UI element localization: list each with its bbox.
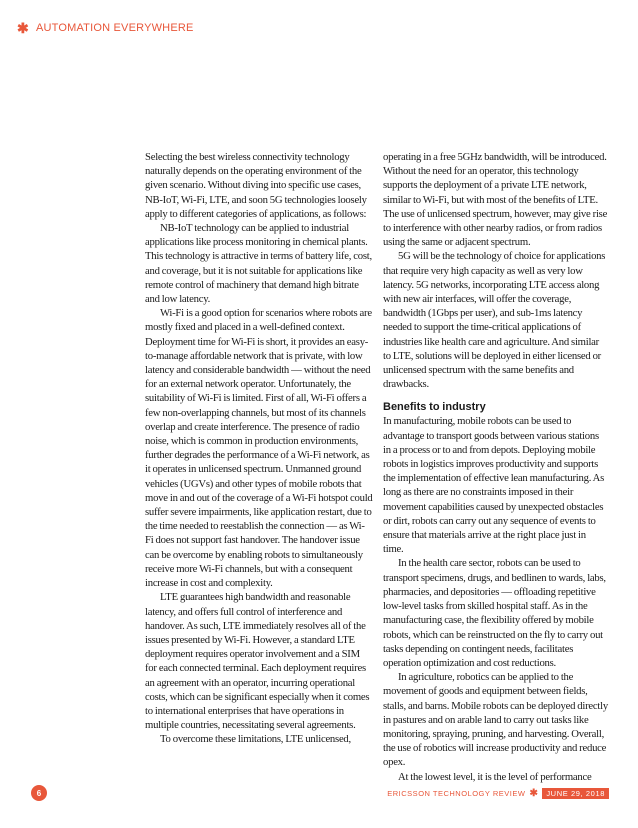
asterisk-icon: ✱ bbox=[17, 20, 29, 36]
article-column-left bbox=[145, 150, 373, 747]
asterisk-icon: ✱ bbox=[529, 787, 539, 799]
publication-name: ERICSSON TECHNOLOGY REVIEW bbox=[387, 788, 526, 798]
section-title: AUTOMATION EVERYWHERE bbox=[35, 22, 194, 34]
paragraph: operating in a free 5GHz bandwidth, will be introduced. Without the need for an operator, this technology supports the deployment of a private LTE network, similar to Wi-Fi, but with most of the benefits of LTE. The use of unlicensed spectrum, however, may give rise to interference with other nearby radios, or from radios using the same or adjacent spectrum. bbox=[383, 151, 608, 249]
footer-info bbox=[387, 787, 609, 799]
paragraph: At the lowest level, it is the level of performance bbox=[398, 770, 592, 783]
paragraph: To overcome these limitations, LTE unlicensed, bbox=[160, 733, 351, 746]
paragraph: Selecting the best wireless connectivity technology naturally depends on the operating environment of the given scenario. Without diving into specific use cases, NB-IoT, Wi-Fi, LTE, and soon 5G technologies loosely apply to different categories of applications, as follows: bbox=[145, 151, 367, 220]
page-number: 6 bbox=[31, 785, 47, 801]
paragraph: Wi-Fi is a good option for scenarios where robots are mostly fixed and placed in a well-defined context. Deployment time for Wi-Fi is short, it provides an easy-to-manage affordable network that is private, with low latency and considerable bandwidth — without the need for an external network operator. Unfortunately, the suitability of Wi-Fi is limited. First of all, Wi-Fi offers a few non-overlapping channels, but most of its channels overlap and create interference. The presence of radio noise, which is common in production environments, further degrades the performance of a Wi-Fi network, as it operates in unlicensed spectrum. Unmanned ground vehicles (UGVs) and other types of mobile robots that move in and out of the coverage of a Wi-Fi hotspot could suffer severe impairments, like application restart, due to the time needed to reestablish the connection — as Wi-Fi does not support fast handover. The handover issue can be overcome by enabling robots to simultaneously receive more Wi-Fi channels, but with a consequent increase in cost and complexity. bbox=[145, 307, 373, 590]
paragraph: In manufacturing, mobile robots can be used to advantage to transport goods between various stations in a process or to and from depots. Deploying mobile robots in logistics improves productivity and supports the implementation of effective lean manufacturing. As long as there are no constraints imposed in their movement capabilities caused by unexpected obstacles or dirt, robots can carry out any sequence of events to ensure that materials arrive at the right place just in time. bbox=[383, 415, 605, 556]
paragraph: 5G will be the technology of choice for applications that require very high capacity as well as very low latency. 5G networks, incorporating LTE access along with new air interfaces, will offer the coverage, bandwidth (1Gbps per user), and sub-1ms latency needed to support the time-critical applications of industries like health care and agriculture. And similar to LTE, solutions will be deployed in either licensed or unlicensed spectrum with the same benefits and drawbacks. bbox=[383, 250, 606, 391]
publication-date: JUNE 29, 2018 bbox=[542, 788, 609, 799]
paragraph: NB-IoT technology can be applied to industrial applications like process monitoring in chemical plants. This technology is attractive in terms of battery life, cost, and coverage, but it is not suitable for applications like remote control of machinery that demand high bitrate and low latency. bbox=[145, 222, 372, 306]
article-column-right bbox=[383, 150, 608, 784]
paragraph: LTE guarantees high bandwidth and reasonable latency, and offers full control of interference and handover. As such, LTE immediately resolves all of the issues presented by Wi-Fi. However, a standard LTE deployment requires operator involvement and a SIM for each connected terminal. Each deployment requires an agreement with an operator, incurring operational costs, which can be significant especially when it comes to international enterprises that have operations in multiple countries, necessitating several agreements. bbox=[145, 591, 370, 732]
paragraph: In agriculture, robotics can be applied to the movement of goods and equipment between fields, stalls, and barns. Mobile robots can be deployed directly in pastures and on arable land to carry out tasks like monitoring, spraying, pruning, and harvesting. Overall, the use of robotics will increase productivity and reduce opex. bbox=[383, 671, 608, 769]
section-header bbox=[17, 20, 194, 36]
paragraph: In the health care sector, robots can be used to transport specimens, drugs, and bedlinen to wards, labs, pharmacies, and depositories — offloading repetitive low-level tasks from skilled hospital staff. As in the manufacturing case, the flexibility offered by mobile robots, which can be reinstructed on the fly to carry out tasks depending on contingent needs, facilitates operation optimization and cost reductions. bbox=[383, 557, 606, 669]
subheading: Benefits to industry bbox=[383, 401, 486, 414]
